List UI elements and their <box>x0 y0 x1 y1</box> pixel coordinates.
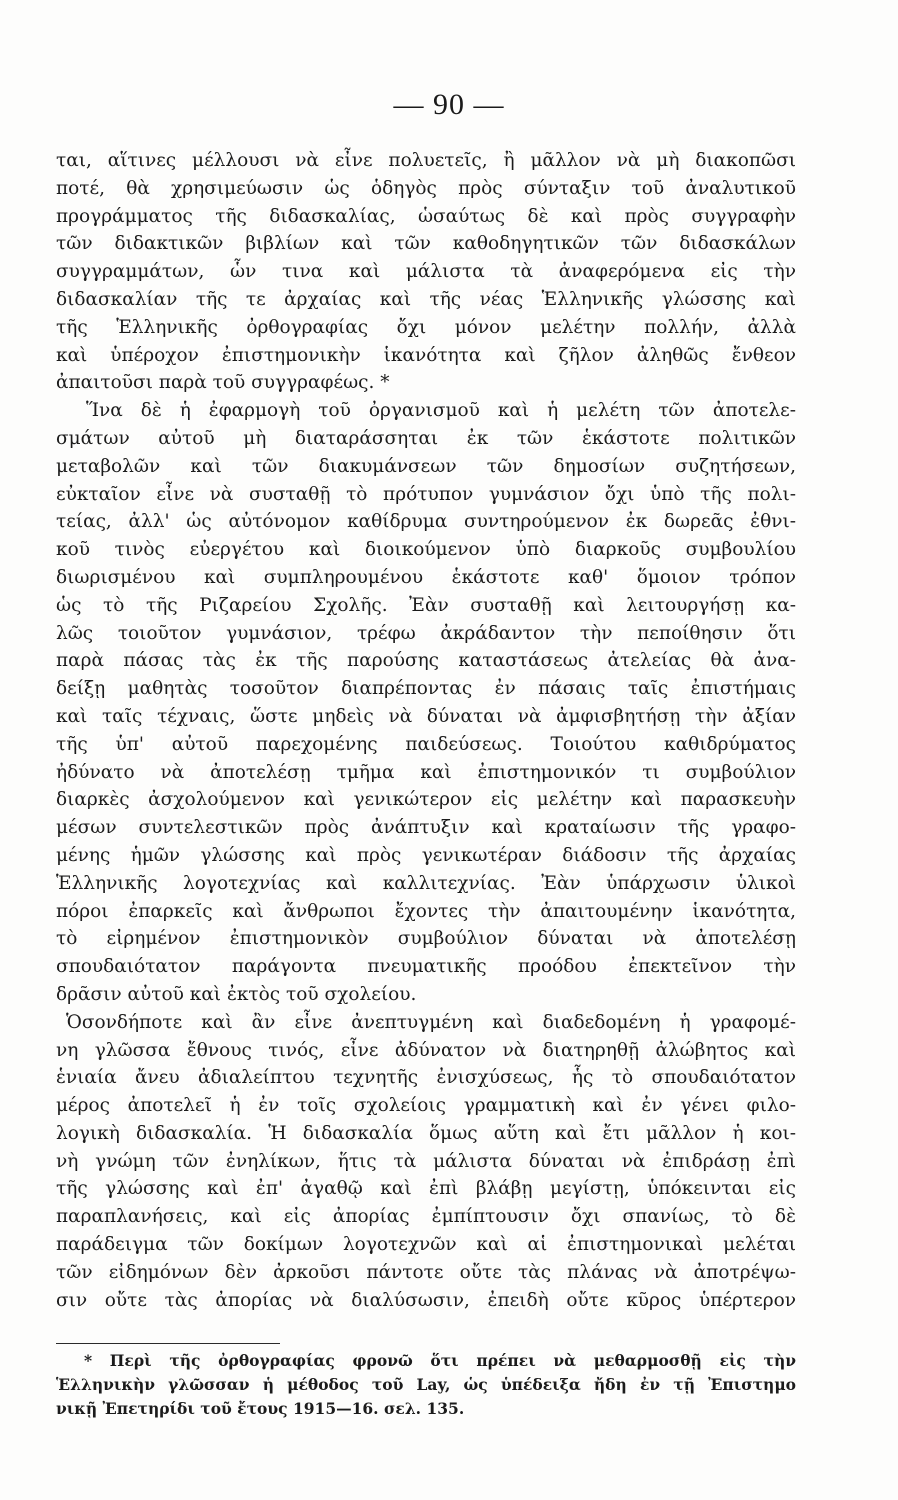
text-line: πόροι ἐπαρκεῖς καὶ ἄνθρωποι ἔχοντες τὴν ἀπαιτουμένην ἱκανότητα, <box>56 900 796 922</box>
text-line: μέσων συντελεστικῶν πρὸς ἀνάπτυξιν καὶ κραταίωσιν τῆς γραφο- <box>56 817 796 839</box>
text-line: σιν οὔτε τὰς ἀπορίας νὰ διαλύσωσιν, ἐπειδὴ οὔτε κῦρος ὑπέρτερον <box>56 1289 796 1311</box>
text-line: μέρος ἀποτελεῖ ἡ ἐν τοῖς σχολείοις γραμματικὴ καὶ ἐν γένει φιλο- <box>56 1095 796 1117</box>
text-line: τῆς Ἑλληνικῆς ὀρθογραφίας ὄχι μόνον μελέτην πολλήν, ἀλλὰ <box>56 316 796 338</box>
text-line: νη γλῶσσα ἔθνους τινός, εἶνε ἀδύνατον νὰ διατηρηθῇ ἀλώβητος καὶ <box>56 1039 796 1061</box>
text-line: παραπλανήσεις, καὶ εἰς ἀπορίας ἐμπίπτουσιν ὄχι σπανίως, τὸ δὲ <box>56 1206 796 1228</box>
paragraph-start-line: Ὁσονδήποτε καὶ ἂν εἶνε ἀνεπτυγμένη καὶ διαδεδομένη ἡ γραφομέ- <box>66 1011 796 1033</box>
text-line: τῶν εἰδημόνων δὲν ἀρκοῦσι πάντοτε οὔτε τὰς πλάνας νὰ ἀποτρέψω- <box>56 1261 796 1283</box>
text-line: καὶ ταῖς τέχναις, ὥστε μηδεὶς νὰ δύναται νὰ ἀμφισβητήσῃ τὴν ἀξίαν <box>56 705 796 727</box>
text-line: παράδειγμα τῶν δοκίμων λογοτεχνῶν καὶ αἱ ἐπιστημονικαὶ μελέται <box>56 1234 796 1256</box>
text-line: μένης ἡμῶν γλώσσης καὶ πρὸς γενικωτέραν διάδοσιν τῆς ἀρχαίας <box>56 844 796 866</box>
text-line: ἠδύνατο νὰ ἀποτελέσῃ τμῆμα καὶ ἐπιστημονικόν τι συμβούλιον <box>56 761 796 783</box>
text-line: ὡς τὸ τῆς Ριζαρείου Σχολῆς. Ἐὰν συσταθῇ καὶ λειτουργήσῃ κα- <box>56 594 796 616</box>
text-line: τῆς ὑπ' αὐτοῦ παρεχομένης παιδεύσεως. Τοιούτου καθιδρύματος <box>56 733 796 755</box>
footnote-line: * Περὶ τῆς ὀρθογραφίας φρονῶ ὅτι πρέπει νὰ μεθαρμοσθῇ εἰς τὴν <box>84 1351 796 1370</box>
footnote-divider <box>56 1343 280 1344</box>
text-line: τείας, ἀλλ' ὡς αὐτόνομον καθίδρυμα συντηρούμενον ἐκ δωρεᾶς ἐθνι- <box>56 511 796 533</box>
text-line: παρὰ πάσας τὰς ἐκ τῆς παρούσης καταστάσεως ἀτελείας θὰ ἀνα- <box>56 650 796 672</box>
text-line: μεταβολῶν καὶ τῶν διακυμάνσεων τῶν δημοσίων συζητήσεων, <box>56 455 796 477</box>
text-line: τῆς γλώσσης καὶ ἐπ' ἀγαθῷ καὶ ἐπὶ βλάβῃ μεγίστῃ, ὑπόκεινται εἰς <box>56 1178 796 1200</box>
paragraph-start-line: Ἵνα δὲ ἡ ἐφαρμογὴ τοῦ ὀργανισμοῦ καὶ ἡ μελέτη τῶν ἀποτελε- <box>86 400 796 422</box>
text-line: λῶς τοιοῦτον γυμνάσιον, τρέφω ἀκράδαντον τὴν πεποίθησιν ὅτι <box>56 622 796 644</box>
text-line: σπουδαιότατον παράγοντα πνευματικῆς προόδου ἐπεκτεῖνον τὴν <box>56 956 796 978</box>
text-line: διωρισμένου καὶ συμπληρουμένου ἑκάστοτε καθ' ὅμοιον τρόπον <box>56 566 796 588</box>
text-line: σμάτων αὐτοῦ μὴ διαταράσσηται ἐκ τῶν ἑκάστοτε πολιτικῶν <box>56 427 796 449</box>
text-line: συγγραμμάτων, ὧν τινα καὶ μάλιστα τὰ ἀναφερόμενα εἰς τὴν <box>56 261 796 283</box>
text-line: τῶν διδακτικῶν βιβλίων καὶ τῶν καθοδηγητικῶν τῶν διδασκάλων <box>56 233 796 255</box>
text-line: προγράμματος τῆς διδασκαλίας, ὡσαύτως δὲ καὶ πρὸς συγγραφὴν <box>56 205 796 227</box>
text-line: διδασκαλίαν τῆς τε ἀρχαίας καὶ τῆς νέας Ἑλληνικῆς γλώσσης καὶ <box>56 288 796 310</box>
footnote-line: Ἑλληνικὴν γλῶσσαν ἡ μέθοδος τοῦ Lay, ὡς ὑπέδειξα ἤδη ἐν τῇ Ἐπιστημο <box>56 1375 796 1394</box>
text-line: καὶ ὑπέροχον ἐπιστημονικὴν ἱκανότητα καὶ ζῆλον ἀληθῶς ἔνθεον <box>56 344 796 366</box>
text-line: λογικὴ διδασκαλία. Ἡ διδασκαλία ὅμως αὕτη καὶ ἔτι μᾶλλον ἡ κοι- <box>56 1122 796 1144</box>
footnote <box>56 1349 796 1421</box>
text-line: ποτέ, θὰ χρησιμεύωσιν ὡς ὁδηγὸς πρὸς σύνταξιν τοῦ ἀναλυτικοῦ <box>56 177 796 199</box>
text-line: τὸ εἰρημένον ἐπιστημονικὸν συμβούλιον δύναται νὰ ἀποτελέσῃ <box>56 928 796 950</box>
text-line: δρᾶσιν αὐτοῦ καὶ ἐκτὸς τοῦ σχολείου. <box>56 983 417 1005</box>
text-line: ἀπαιτοῦσι παρὰ τοῦ συγγραφέως. * <box>56 372 390 394</box>
text-line: κοῦ τινὸς εὐεργέτου καὶ διοικούμενον ὑπὸ διαρκοῦς συμβουλίου <box>56 539 796 561</box>
text-line: νὴ γνώμη τῶν ἐνηλίκων, ἥτις τὰ μάλιστα δύναται νὰ ἐπιδράσῃ ἐπὶ <box>56 1150 796 1172</box>
page-number: — 90 — <box>393 88 505 121</box>
text-line: Ἑλληνικῆς λογοτεχνίας καὶ καλλιτεχνίας. Ἐὰν ὑπάρχωσιν ὑλικοὶ <box>56 872 796 894</box>
text-line: εὐκταῖον εἶνε νὰ συσταθῇ τὸ πρότυπον γυμνάσιον ὄχι ὑπὸ τῆς πολι- <box>56 483 796 505</box>
text-line: δείξῃ μαθητὰς τοσοῦτον διαπρέποντας ἐν πάσαις ταῖς ἐπιστήμαις <box>56 678 796 700</box>
text-line: ἑνιαία ἄνευ ἀδιαλείπτου τεχνητῆς ἐνισχύσεως, ἧς τὸ σπουδαιότατον <box>56 1067 796 1089</box>
body-text <box>56 147 796 1314</box>
footnote-line: νικῇ Ἐπετηρίδι τοῦ ἔτους 1915—16. σελ. 135. <box>56 1399 465 1418</box>
text-line: διαρκὲς ἀσχολούμενον καὶ γενικώτερον εἰς μελέτην καὶ παρασκευὴν <box>56 789 796 811</box>
text-line: ται, αἵτινες μέλλουσι νὰ εἶνε πολυετεῖς, ἢ μᾶλλον νὰ μὴ διακοπῶσι <box>56 150 796 171</box>
